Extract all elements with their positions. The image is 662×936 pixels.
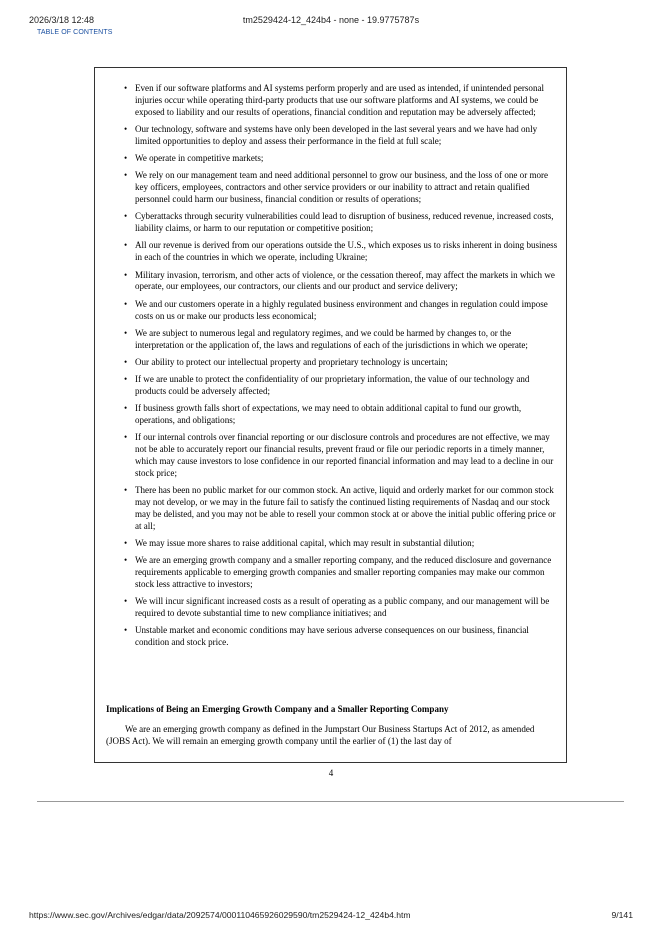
- risk-bullet-item: [124, 432, 558, 480]
- bullet-icon: •: [124, 538, 128, 549]
- bullet-icon: •: [124, 153, 128, 164]
- risk-bullet-item: [124, 83, 558, 119]
- risk-factor-list: [124, 83, 558, 655]
- risk-bullet-item: [124, 299, 558, 323]
- bullet-icon: •: [124, 269, 128, 280]
- risk-bullet-item: [124, 374, 558, 398]
- bullet-icon: •: [124, 555, 128, 566]
- risk-bullet-text: We rely on our management team and need additional personnel to grow our business, and the loss of one or more key officers, employees, contractors and other service providers or our inability to attract and retain qualified personnel could harm our business, financial condition or results of operations;: [135, 170, 549, 205]
- risk-bullet-item: [124, 153, 558, 165]
- bullet-icon: •: [124, 170, 128, 181]
- risk-bullet-item: [124, 403, 558, 427]
- bullet-icon: •: [124, 240, 128, 251]
- bullet-icon: •: [124, 374, 128, 385]
- document-content-box: [94, 67, 567, 763]
- risk-bullet-text: All our revenue is derived from our operations outside the U.S., which exposes us to risks inherent in doing business in each of the countries in which we operate, including Ukraine;: [135, 240, 558, 263]
- risk-bullet-item: [124, 124, 558, 148]
- print-page-title: tm2529424-12_424b4 - none - 19.9775787s: [242, 15, 420, 25]
- bullet-icon: •: [124, 356, 128, 367]
- risk-bullet-text: We will incur significant increased costs as a result of operating as a public company, and our management will be required to devote substantial time to new compliance initiatives; and: [135, 596, 550, 619]
- bullet-icon: •: [124, 83, 128, 93]
- bullet-icon: •: [124, 432, 128, 443]
- risk-bullet-text: We are subject to numerous legal and regulatory regimes, and we could be harmed by changes to, or the interpretation or the application of, the laws and regulations of each of the jurisdictions in which we operate;: [135, 327, 528, 350]
- print-datetime: 2026/3/18 12:48: [29, 15, 95, 25]
- risk-bullet-item: [124, 357, 558, 369]
- risk-bullet-item: [124, 538, 558, 550]
- risk-bullet-item: [124, 211, 558, 235]
- table-of-contents-link[interactable]: TABLE OF CONTENTS: [37, 29, 113, 36]
- risk-bullet-item: [124, 328, 558, 352]
- risk-bullet-item: [124, 240, 558, 264]
- risk-bullet-item: [124, 555, 558, 591]
- section-heading: Implications of Being an Emerging Growth Company and a Smaller Reporting Company: [106, 704, 449, 714]
- risk-bullet-item: [124, 625, 558, 649]
- risk-bullet-item: [124, 596, 558, 620]
- risk-bullet-text: If our internal controls over financial reporting or our disclosure controls and procedures are not effective, we may not be able to accurately report our financial results, prevent fraud or file our periodic reports in a timely manner, which may cause investors to lose confidence in our reported financial information and may lead to a decline in our stock price;: [135, 432, 554, 479]
- bullet-icon: •: [124, 211, 128, 222]
- bullet-icon: •: [124, 625, 128, 636]
- risk-bullet-text: We are an emerging growth company and a smaller reporting company, and the reduced disclosure and governance requirements applicable to emerging growth companies and smaller reporting companies may make our common stock less attractive to investors;: [135, 555, 552, 590]
- bullet-icon: •: [124, 596, 128, 607]
- bullet-icon: •: [124, 403, 128, 414]
- bullet-icon: •: [124, 327, 128, 338]
- risk-bullet-item: [124, 170, 558, 206]
- bullet-icon: •: [124, 485, 128, 496]
- risk-bullet-text: Our technology, software and systems have only been developed in the last several years and we have had only limited opportunities to deploy and assess their performance in the field at full scale;: [135, 124, 538, 146]
- section-paragraph: We are an emerging growth company as defined in the Jumpstart Our Business Startups Act of 2012, as amended (JOBS Act). We will remain an emerging growth company until the earlier of (1) the last day of: [106, 724, 535, 746]
- risk-bullet-text: If business growth falls short of expectations, we may need to obtain additional capital to fund our growth, operations, and obligations;: [135, 403, 522, 426]
- risk-bullet-item: [124, 485, 558, 533]
- risk-bullet-text: We and our customers operate in a highly regulated business environment and changes in regulation could impose costs on us or make our products less economical;: [135, 298, 548, 321]
- page-divider: [37, 801, 624, 802]
- risk-bullet-text: Unstable market and economic conditions may have serious adverse consequences on our business, financial condition and stock price.: [135, 625, 529, 648]
- print-page-count: 9/141: [611, 910, 633, 920]
- risk-bullet-text: Military invasion, terrorism, and other acts of violence, or the cessation thereof, may affect the markets in which we operate, our employees, our contractors, our clients and our product and service delivery;: [135, 269, 555, 292]
- risk-bullet-text: We operate in competitive markets;: [135, 153, 264, 164]
- page-number: 4: [328, 768, 334, 778]
- bullet-icon: •: [124, 298, 128, 309]
- risk-bullet-text: There has been no public market for our common stock. An active, liquid and orderly market for our common stock may not develop, or we may in the future fail to satisfy the continued listing requirements of Nasdaq and our stock may be delisted, and you may not be able to resell your common stock at or above the initial public offering price or at all;: [135, 485, 556, 531]
- risk-bullet-text: Even if our software platforms and AI systems perform properly and are used as intended, if unintended personal injuries occur while operating third-party products that use our software platforms and AI systems, we could be exposed to liability and our results of operations, financial condition and reputation may be adversely affected;: [135, 83, 545, 117]
- risk-bullet-text: Cyberattacks through security vulnerabilities could lead to disruption of business, reduced revenue, increased costs, liability claims, or harm to our reputation or competitive position;: [135, 211, 554, 234]
- bullet-icon: •: [124, 124, 128, 135]
- risk-bullet-text: We may issue more shares to raise additional capital, which may result in substantial dilution;: [135, 538, 475, 549]
- risk-bullet-item: [124, 270, 558, 294]
- risk-bullet-text: Our ability to protect our intellectual property and proprietary technology is uncertain;: [135, 356, 448, 367]
- print-footer-url: https://www.sec.gov/Archives/edgar/data/2092574/000110465926029590/tm2529424-12_424b4.htm: [29, 910, 411, 920]
- risk-bullet-text: If we are unable to protect the confidentiality of our proprietary information, the value of our technology and products could be adversely affected;: [135, 374, 530, 396]
